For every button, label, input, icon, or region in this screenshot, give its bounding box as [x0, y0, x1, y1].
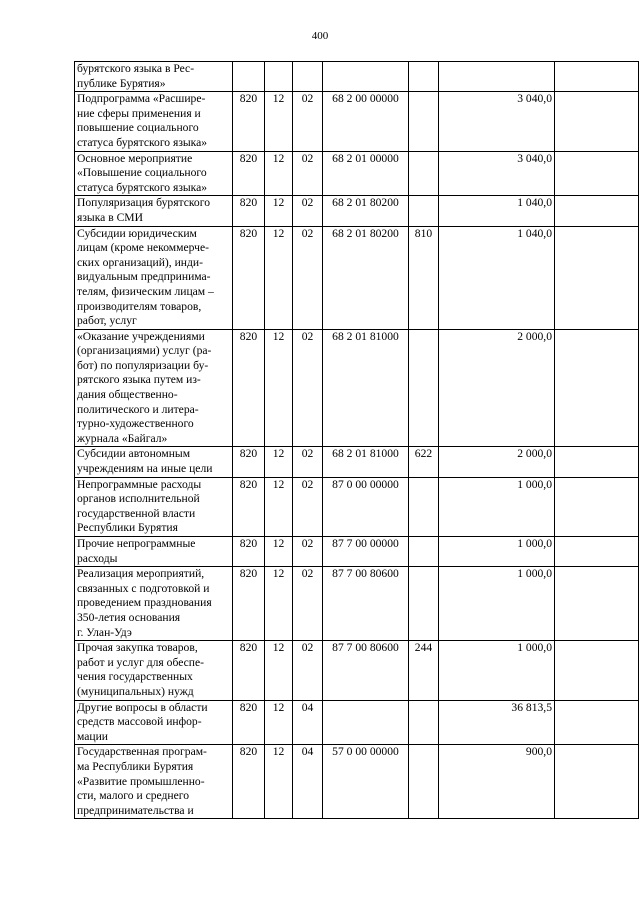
cell-target-article: 87 7 00 80600 [323, 567, 409, 641]
cell-empty [555, 477, 639, 536]
cell-empty [555, 641, 639, 700]
cell-ministry-code: 820 [233, 537, 265, 567]
cell-section-code: 12 [265, 196, 293, 226]
cell-subsection-code: 04 [293, 700, 323, 745]
cell-amount: 3 040,0 [439, 92, 555, 151]
cell-subsection-code: 02 [293, 537, 323, 567]
cell-expense-type [409, 477, 439, 536]
cell-subsection-code: 02 [293, 196, 323, 226]
table-row [75, 641, 639, 700]
cell-ministry-code: 820 [233, 700, 265, 745]
cell-empty [555, 567, 639, 641]
table-body [75, 62, 639, 819]
cell-target-article: 87 0 00 00000 [323, 477, 409, 536]
cell-target-article: 68 2 00 00000 [323, 92, 409, 151]
cell-amount: 1 000,0 [439, 537, 555, 567]
cell-target-article [323, 700, 409, 745]
cell-ministry-code: 820 [233, 477, 265, 536]
cell-expense-type [409, 700, 439, 745]
cell-section-code: 12 [265, 329, 293, 447]
cell-empty [555, 151, 639, 196]
cell-amount: 1 000,0 [439, 567, 555, 641]
table-row [75, 537, 639, 567]
table-row [75, 92, 639, 151]
table-row [75, 196, 639, 226]
cell-expense-type [409, 567, 439, 641]
cell-target-article: 87 7 00 80600 [323, 641, 409, 700]
cell-ministry-code: 820 [233, 151, 265, 196]
cell-empty [555, 92, 639, 151]
cell-section-code: 12 [265, 567, 293, 641]
cell-expense-type [409, 329, 439, 447]
cell-section-code: 12 [265, 226, 293, 329]
cell-name: Государственная програм- ма Республики Бурятия «Развитие промышленно- сти, малого и среднего предпринимательства и [75, 745, 233, 819]
cell-expense-type [409, 62, 439, 92]
cell-section-code: 12 [265, 477, 293, 536]
budget-table [74, 61, 639, 819]
cell-target-article: 87 7 00 00000 [323, 537, 409, 567]
cell-ministry-code: 820 [233, 196, 265, 226]
cell-ministry-code [233, 62, 265, 92]
cell-expense-type [409, 92, 439, 151]
cell-empty [555, 537, 639, 567]
table-row [75, 329, 639, 447]
table-row [75, 567, 639, 641]
cell-target-article: 68 2 01 81000 [323, 329, 409, 447]
cell-subsection-code: 02 [293, 567, 323, 641]
cell-subsection-code: 02 [293, 329, 323, 447]
cell-ministry-code: 820 [233, 567, 265, 641]
cell-empty [555, 700, 639, 745]
table-row [75, 700, 639, 745]
cell-name: «Оказание учреждениями (организациями) услуг (ра- бот) по популяризации бу- рятского языка путем из- дания общественно- политического и литера- турно-художественного журнала «Байгал» [75, 329, 233, 447]
cell-ministry-code: 820 [233, 329, 265, 447]
cell-target-article: 57 0 00 00000 [323, 745, 409, 819]
cell-target-article [323, 62, 409, 92]
cell-amount: 3 040,0 [439, 151, 555, 196]
cell-ministry-code: 820 [233, 92, 265, 151]
cell-expense-type: 244 [409, 641, 439, 700]
cell-amount: 2 000,0 [439, 447, 555, 477]
cell-subsection-code [293, 62, 323, 92]
cell-empty [555, 62, 639, 92]
cell-name: Субсидии автономным учреждениям на иные цели [75, 447, 233, 477]
table-row [75, 447, 639, 477]
cell-expense-type [409, 196, 439, 226]
cell-target-article: 68 2 01 80200 [323, 226, 409, 329]
page-number: 400 [311, 30, 329, 42]
cell-amount: 900,0 [439, 745, 555, 819]
cell-section-code: 12 [265, 447, 293, 477]
cell-expense-type [409, 745, 439, 819]
cell-empty [555, 226, 639, 329]
cell-section-code: 12 [265, 745, 293, 819]
cell-name: Прочие непрограммные расходы [75, 537, 233, 567]
cell-expense-type: 810 [409, 226, 439, 329]
cell-subsection-code: 02 [293, 151, 323, 196]
cell-subsection-code: 02 [293, 641, 323, 700]
cell-subsection-code: 02 [293, 477, 323, 536]
cell-section-code: 12 [265, 92, 293, 151]
cell-ministry-code: 820 [233, 226, 265, 329]
cell-section-code [265, 62, 293, 92]
table-row [75, 477, 639, 536]
cell-empty [555, 745, 639, 819]
cell-amount: 1 000,0 [439, 641, 555, 700]
cell-amount: 1 040,0 [439, 196, 555, 226]
cell-section-code: 12 [265, 151, 293, 196]
cell-empty [555, 196, 639, 226]
cell-expense-type [409, 537, 439, 567]
cell-amount: 2 000,0 [439, 329, 555, 447]
cell-name: Субсидии юридическим лицам (кроме некоммерче- ских организаций), инди- видуальным предпринима- телям, физическим лицам – производителям товаров, работ, услуг [75, 226, 233, 329]
cell-amount: 1 040,0 [439, 226, 555, 329]
cell-ministry-code: 820 [233, 641, 265, 700]
cell-amount: 36 813,5 [439, 700, 555, 745]
cell-target-article: 68 2 01 80200 [323, 196, 409, 226]
cell-section-code: 12 [265, 641, 293, 700]
cell-name: Непрограммные расходы органов исполнительной государственной власти Республики Бурятия [75, 477, 233, 536]
cell-ministry-code: 820 [233, 745, 265, 819]
table-row [75, 745, 639, 819]
table-row [75, 226, 639, 329]
cell-name: Другие вопросы в области средств массовой инфор- мации [75, 700, 233, 745]
cell-target-article: 68 2 01 00000 [323, 151, 409, 196]
cell-section-code: 12 [265, 700, 293, 745]
cell-empty [555, 329, 639, 447]
cell-amount [439, 62, 555, 92]
cell-ministry-code: 820 [233, 447, 265, 477]
cell-name: Подпрограмма «Расшире- ние сферы применения и повышение социального статуса бурятского языка» [75, 92, 233, 151]
cell-subsection-code: 02 [293, 447, 323, 477]
cell-expense-type: 622 [409, 447, 439, 477]
cell-expense-type [409, 151, 439, 196]
cell-name: Прочая закупка товаров, работ и услуг для обеспе- чения государственных (муниципальных) нужд [75, 641, 233, 700]
cell-amount: 1 000,0 [439, 477, 555, 536]
cell-name: Популяризация бурятского языка в СМИ [75, 196, 233, 226]
table-row [75, 151, 639, 196]
cell-section-code: 12 [265, 537, 293, 567]
cell-subsection-code: 02 [293, 226, 323, 329]
cell-empty [555, 447, 639, 477]
cell-name: Основное мероприятие «Повышение социального статуса бурятского языка» [75, 151, 233, 196]
cell-name: бурятского языка в Рес- публике Бурятия» [75, 62, 233, 92]
table-row [75, 62, 639, 92]
cell-name: Реализация мероприятий, связанных с подготовкой и проведением празднования 350-летия основания г. Улан-Удэ [75, 567, 233, 641]
cell-subsection-code: 04 [293, 745, 323, 819]
cell-subsection-code: 02 [293, 92, 323, 151]
cell-target-article: 68 2 01 81000 [323, 447, 409, 477]
